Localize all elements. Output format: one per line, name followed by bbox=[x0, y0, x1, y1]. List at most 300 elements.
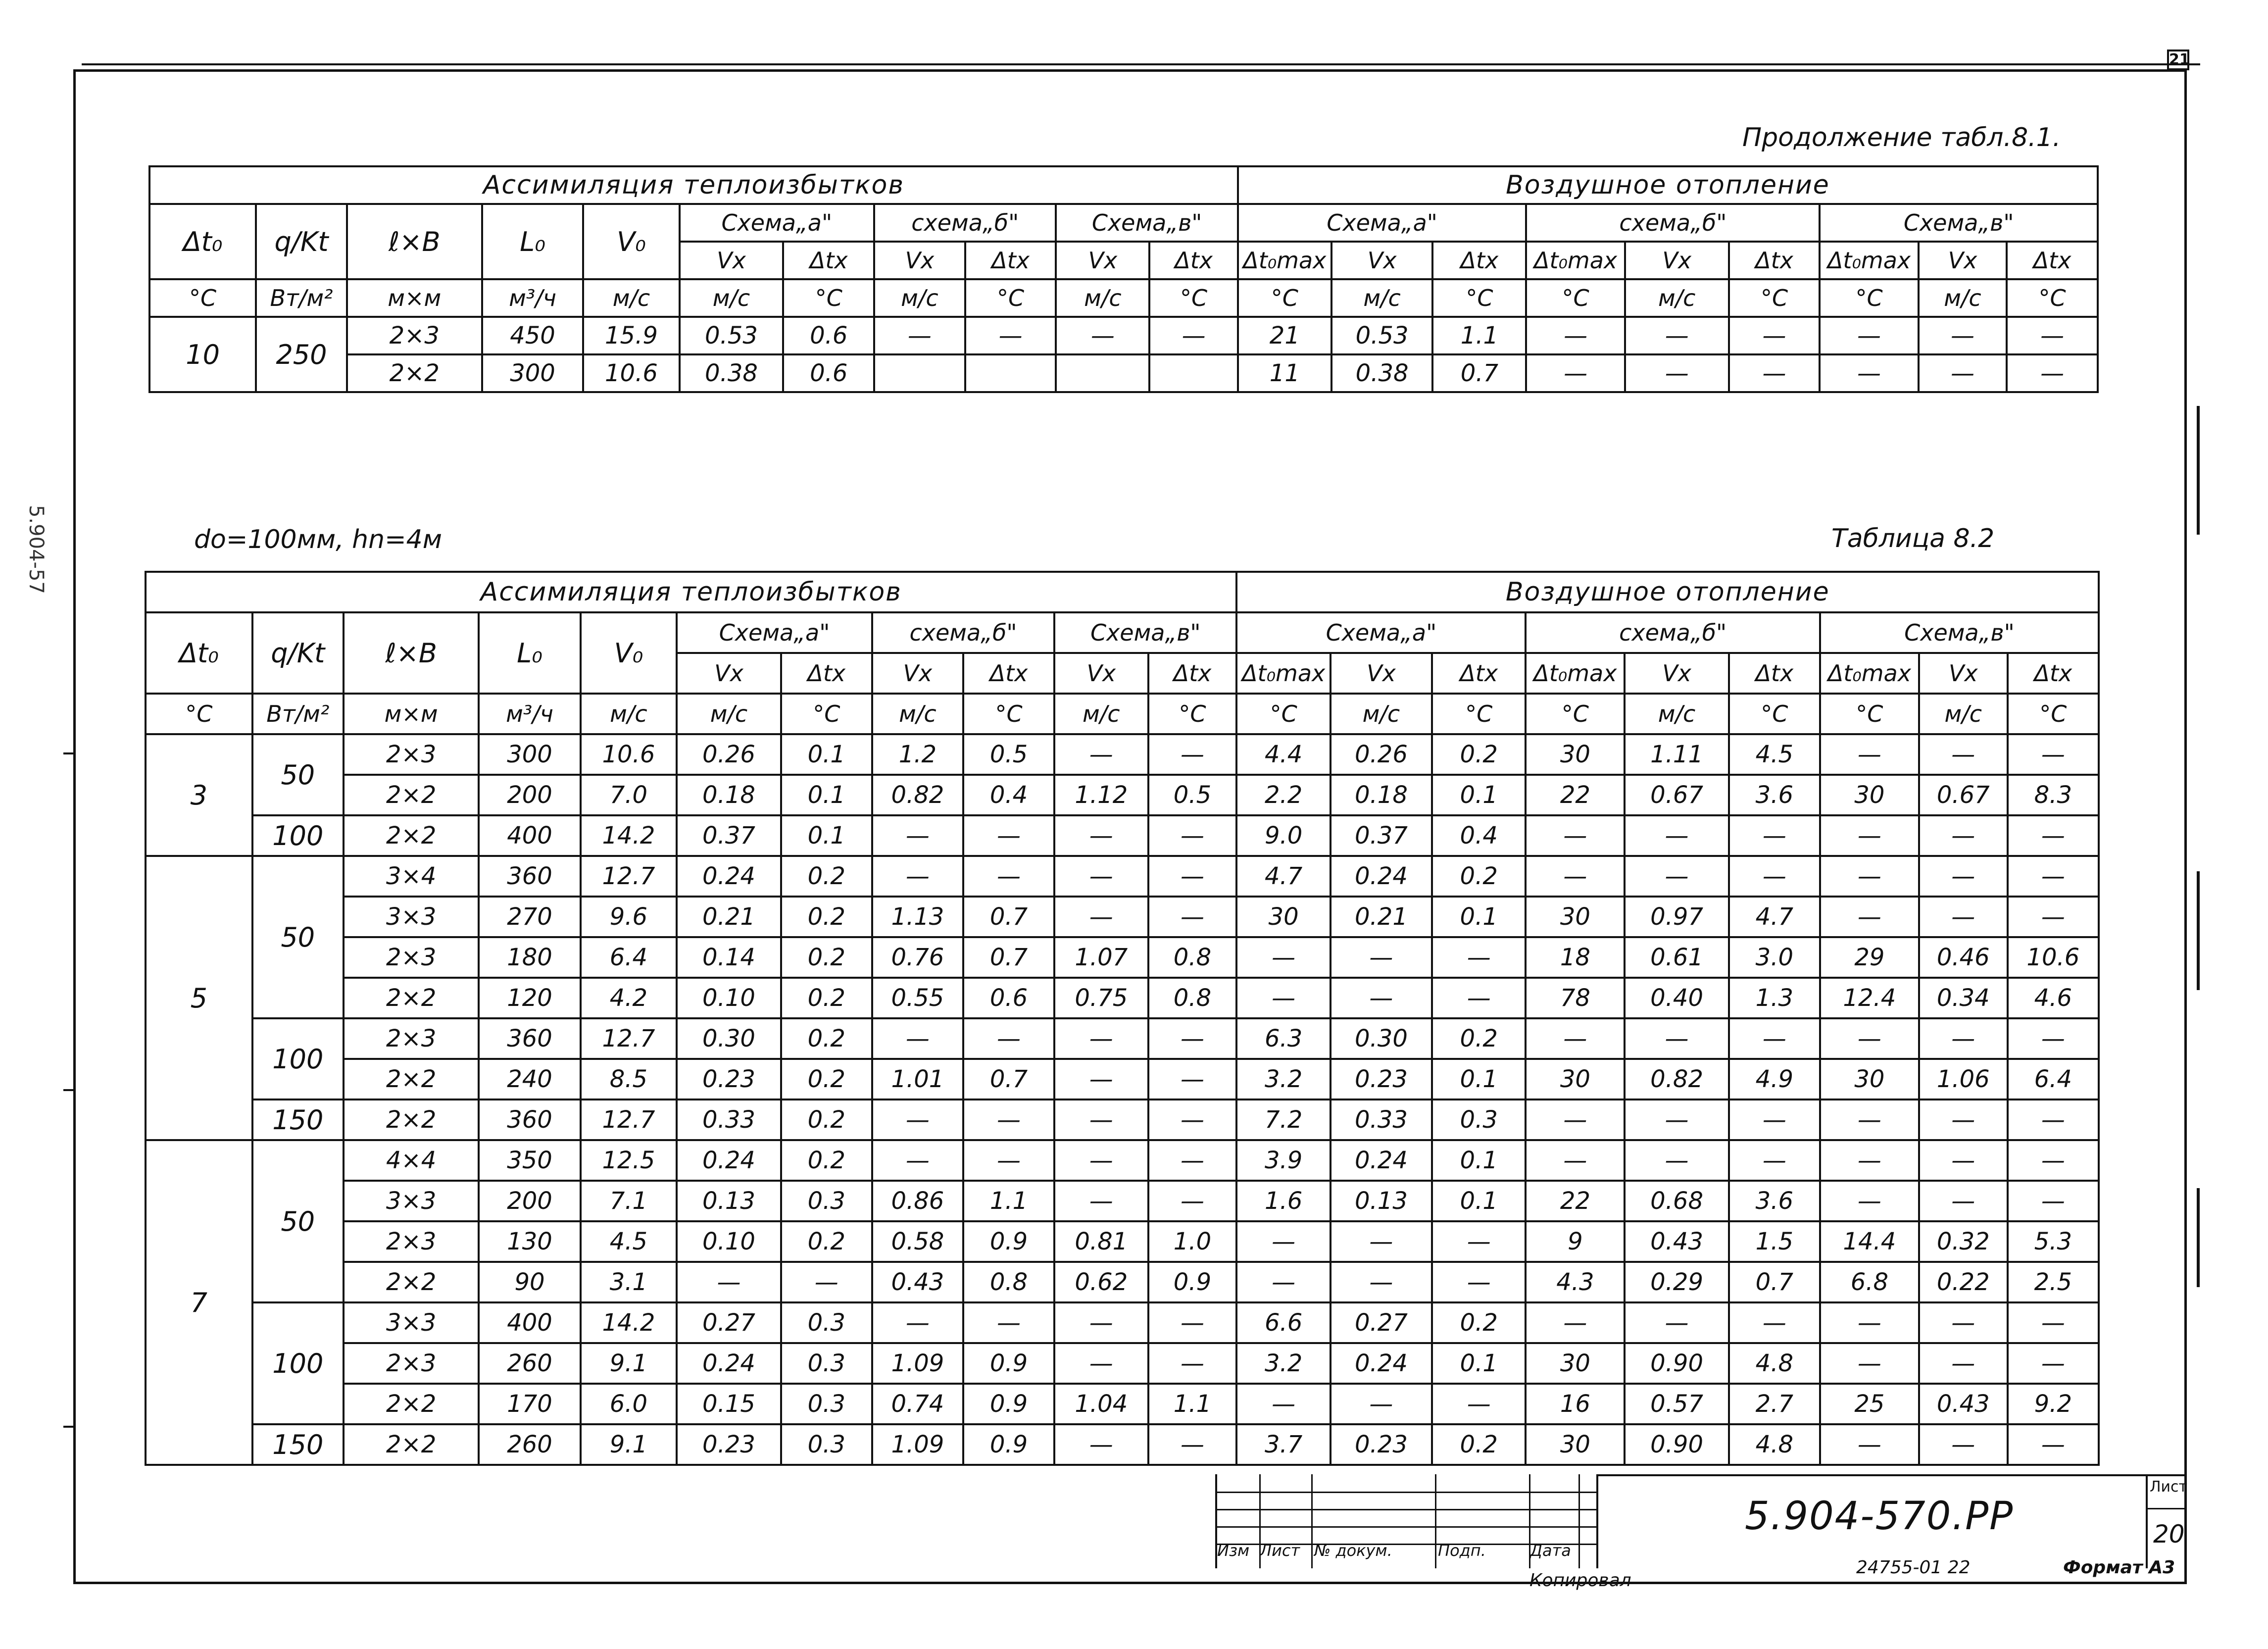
col-v0: V₀ bbox=[583, 204, 679, 279]
data-cell: — bbox=[1526, 815, 1625, 856]
data-cell: — bbox=[1331, 978, 1432, 1018]
data-cell: 0.33 bbox=[677, 1099, 781, 1140]
data-cell: 2×2 bbox=[344, 1262, 479, 1302]
data-cell: 1.13 bbox=[872, 897, 963, 937]
unit-cell: Вт/м² bbox=[252, 694, 344, 734]
data-cell: 2×2 bbox=[344, 815, 479, 856]
data-cell: 3.2 bbox=[1236, 1059, 1330, 1099]
col-dtx: Δtx bbox=[965, 242, 1056, 279]
data-cell: — bbox=[1148, 1181, 1237, 1221]
data-cell: — bbox=[1148, 1018, 1237, 1059]
data-cell: 1.1 bbox=[1148, 1384, 1237, 1424]
data-cell: 0.23 bbox=[677, 1059, 781, 1099]
heating-scheme-v: Схема„в" bbox=[1820, 204, 2098, 242]
unit-cell: м×м bbox=[344, 694, 479, 734]
data-cell: 0.1 bbox=[1432, 775, 1526, 815]
data-cell: 3×4 bbox=[344, 856, 479, 897]
unit-cell: °С bbox=[965, 279, 1056, 317]
data-cell: 2×3 bbox=[344, 1221, 479, 1262]
unit-cell: °С bbox=[783, 279, 874, 317]
data-cell: 0.55 bbox=[872, 978, 963, 1018]
data-cell: 0.82 bbox=[1625, 1059, 1728, 1099]
data-cell: 1.09 bbox=[872, 1343, 963, 1384]
unit-cell: °С bbox=[146, 694, 252, 734]
data-cell: — bbox=[1054, 1343, 1148, 1384]
unit-cell: м/с bbox=[874, 279, 965, 317]
data-cell: — bbox=[1820, 1140, 1919, 1181]
data-cell: 0.7 bbox=[1432, 354, 1526, 392]
data-cell: — bbox=[1148, 1302, 1237, 1343]
unit-cell: °С bbox=[1729, 694, 1820, 734]
data-cell: 90 bbox=[479, 1262, 580, 1302]
data-cell: 300 bbox=[482, 354, 584, 392]
data-cell: — bbox=[1331, 1384, 1432, 1424]
col-dtx: Δtx bbox=[2007, 242, 2098, 279]
sheet-number: 20 bbox=[2153, 1520, 2185, 1549]
data-cell: — bbox=[1148, 1140, 1237, 1181]
data-cell: 3×3 bbox=[344, 897, 479, 937]
document-code: 5.904-570.РР bbox=[1745, 1494, 2014, 1539]
data-cell: 0.8 bbox=[1148, 978, 1237, 1018]
data-cell: 2×2 bbox=[344, 1424, 479, 1465]
data-cell: — bbox=[1625, 1302, 1728, 1343]
data-cell: 0.8 bbox=[963, 1262, 1054, 1302]
unit-cell: м×м bbox=[347, 279, 482, 317]
q-kt-value: 50 bbox=[252, 734, 344, 815]
data-cell: 0.37 bbox=[677, 815, 781, 856]
data-cell: 0.2 bbox=[781, 1099, 872, 1140]
data-cell: — bbox=[1432, 978, 1526, 1018]
data-cell: — bbox=[1919, 815, 2008, 856]
unit-cell: м/с bbox=[583, 279, 679, 317]
data-cell: 0.6 bbox=[963, 978, 1054, 1018]
data-cell: 200 bbox=[479, 1181, 580, 1221]
data-cell: — bbox=[1919, 1424, 2008, 1465]
data-cell: — bbox=[1919, 1018, 2008, 1059]
dt0-value: 3 bbox=[146, 734, 252, 856]
data-cell: — bbox=[1432, 1221, 1526, 1262]
data-cell: 30 bbox=[1526, 734, 1625, 775]
data-cell: — bbox=[1526, 317, 1625, 354]
data-cell: 0.1 bbox=[781, 775, 872, 815]
table-row bbox=[146, 978, 2099, 1018]
data-cell: 9.0 bbox=[1236, 815, 1330, 856]
data-cell: 8.5 bbox=[581, 1059, 677, 1099]
data-cell: 2.2 bbox=[1236, 775, 1330, 815]
right-edge-mark bbox=[2197, 871, 2200, 990]
col-dtx: Δtx bbox=[1729, 242, 1820, 279]
data-cell: 0.24 bbox=[1331, 856, 1432, 897]
unit-cell: м/с bbox=[1625, 279, 1729, 317]
col-q-kt: q/Kt bbox=[252, 612, 344, 694]
data-cell: 30 bbox=[1526, 1059, 1625, 1099]
table2-caption: Таблица 8.2 bbox=[1831, 524, 1995, 553]
data-cell: 7.0 bbox=[581, 775, 677, 815]
data-cell: — bbox=[1432, 937, 1526, 978]
table-row bbox=[146, 775, 2099, 815]
data-cell: — bbox=[2008, 1099, 2099, 1140]
unit-cell: °С bbox=[1526, 279, 1625, 317]
table-8-1-continued bbox=[148, 165, 2099, 393]
data-cell: — bbox=[2008, 1181, 2099, 1221]
header-row-schemes bbox=[149, 204, 2098, 242]
q-kt-value: 100 bbox=[252, 1018, 344, 1099]
data-cell: 1.07 bbox=[1054, 937, 1148, 978]
data-cell: — bbox=[1054, 1181, 1148, 1221]
table-row bbox=[146, 1302, 2099, 1343]
data-cell: 0.1 bbox=[1432, 1181, 1526, 1221]
data-cell bbox=[965, 354, 1056, 392]
data-cell: — bbox=[963, 1140, 1054, 1181]
data-cell: — bbox=[963, 815, 1054, 856]
header-row-groups bbox=[146, 572, 2099, 612]
data-cell: 0.21 bbox=[1331, 897, 1432, 937]
margin-tick bbox=[63, 752, 75, 754]
data-cell: 30 bbox=[1820, 1059, 1919, 1099]
col-dt0max: Δt₀max bbox=[1236, 653, 1330, 694]
data-cell: 0.9 bbox=[963, 1343, 1054, 1384]
table-row bbox=[146, 1424, 2099, 1465]
data-cell: 2×2 bbox=[344, 1059, 479, 1099]
data-cell: — bbox=[1729, 1099, 1820, 1140]
data-cell: 5.3 bbox=[2008, 1221, 2099, 1262]
data-cell: — bbox=[1820, 1099, 1919, 1140]
data-cell: — bbox=[963, 1302, 1054, 1343]
unit-cell: °С bbox=[1148, 694, 1237, 734]
data-cell: 6.0 bbox=[581, 1384, 677, 1424]
data-cell: 300 bbox=[479, 734, 580, 775]
data-cell: — bbox=[1729, 815, 1820, 856]
col-dt0max: Δt₀max bbox=[1526, 242, 1625, 279]
data-cell: — bbox=[1054, 1424, 1148, 1465]
data-cell: 0.86 bbox=[872, 1181, 963, 1221]
data-cell: — bbox=[872, 1099, 963, 1140]
data-cell: 4.8 bbox=[1729, 1343, 1820, 1384]
data-cell: 0.2 bbox=[781, 1018, 872, 1059]
col-vx: Vx bbox=[872, 653, 963, 694]
data-cell: — bbox=[1919, 734, 2008, 775]
data-cell: 0.23 bbox=[677, 1424, 781, 1465]
data-cell: 1.12 bbox=[1054, 775, 1148, 815]
unit-cell: м/с bbox=[1919, 694, 2008, 734]
data-cell: — bbox=[872, 1302, 963, 1343]
data-cell: — bbox=[1526, 1099, 1625, 1140]
unit-cell: м/с bbox=[1919, 279, 2007, 317]
data-cell bbox=[1056, 354, 1149, 392]
data-cell: 400 bbox=[479, 1302, 580, 1343]
col-dtx: Δtx bbox=[1148, 653, 1237, 694]
data-cell: — bbox=[1148, 856, 1237, 897]
data-cell: 7.2 bbox=[1236, 1099, 1330, 1140]
data-cell: 4.8 bbox=[1729, 1424, 1820, 1465]
col-l-b: ℓ×B bbox=[344, 612, 479, 694]
table-row bbox=[146, 1018, 2099, 1059]
scheme-b: схема„б" bbox=[874, 204, 1056, 242]
data-cell: 0.2 bbox=[1432, 1018, 1526, 1059]
data-cell: — bbox=[2008, 1424, 2099, 1465]
data-cell: 0.18 bbox=[1331, 775, 1432, 815]
data-cell: — bbox=[1331, 937, 1432, 978]
data-cell: 2×2 bbox=[344, 978, 479, 1018]
data-cell: 0.21 bbox=[677, 897, 781, 937]
col-l0: L₀ bbox=[482, 204, 584, 279]
margin-annotation: 5.904-57 bbox=[25, 505, 48, 594]
col-dt0max: Δt₀max bbox=[1820, 242, 1918, 279]
q-kt-value: 150 bbox=[252, 1099, 344, 1140]
data-cell: 0.67 bbox=[1625, 775, 1728, 815]
data-cell: 0.38 bbox=[680, 354, 784, 392]
data-cell: 4.5 bbox=[1729, 734, 1820, 775]
data-cell: — bbox=[1054, 1099, 1148, 1140]
data-cell: 4.5 bbox=[581, 1221, 677, 1262]
data-cell: 14.2 bbox=[581, 1302, 677, 1343]
data-cell: 0.7 bbox=[1729, 1262, 1820, 1302]
table-row bbox=[146, 1343, 2099, 1384]
unit-cell: °С bbox=[1432, 694, 1526, 734]
unit-cell: м/с bbox=[1331, 694, 1432, 734]
data-cell: 6.8 bbox=[1820, 1262, 1919, 1302]
col-vx: Vx bbox=[1919, 242, 2007, 279]
data-cell: 0.68 bbox=[1625, 1181, 1728, 1221]
data-cell: — bbox=[1729, 1140, 1820, 1181]
data-cell: — bbox=[1729, 354, 1820, 392]
group-title-assimilation: Ассимиляция теплоизбытков bbox=[146, 572, 1236, 612]
data-cell: — bbox=[1625, 1140, 1728, 1181]
heating-scheme-b: схема„б" bbox=[1526, 612, 1820, 653]
data-cell: — bbox=[1148, 1343, 1237, 1384]
data-cell: 21 bbox=[1238, 317, 1331, 354]
data-cell: 12.7 bbox=[581, 1099, 677, 1140]
col-v0: V₀ bbox=[581, 612, 677, 694]
data-cell: 0.10 bbox=[677, 1221, 781, 1262]
col-dtx: Δtx bbox=[963, 653, 1054, 694]
table-row bbox=[149, 317, 2098, 354]
data-cell: 0.23 bbox=[1331, 1059, 1432, 1099]
heating-scheme-v: Схема„в" bbox=[1820, 612, 2099, 653]
data-cell: — bbox=[1526, 1018, 1625, 1059]
data-cell: — bbox=[1148, 1099, 1237, 1140]
data-cell: 12.7 bbox=[581, 856, 677, 897]
data-cell: 2×2 bbox=[344, 775, 479, 815]
data-cell: 0.30 bbox=[1331, 1018, 1432, 1059]
data-cell: 0.2 bbox=[1432, 734, 1526, 775]
data-cell: — bbox=[1056, 317, 1149, 354]
stamp-label-sheet: Лист bbox=[1260, 1541, 1300, 1560]
table-row bbox=[146, 856, 2099, 897]
unit-cell: °С bbox=[1432, 279, 1526, 317]
data-cell: 0.26 bbox=[1331, 734, 1432, 775]
title-block bbox=[1215, 1474, 2187, 1584]
data-cell: 0.82 bbox=[872, 775, 963, 815]
data-cell: — bbox=[1331, 1262, 1432, 1302]
data-cell: — bbox=[1148, 1424, 1237, 1465]
units-row bbox=[146, 694, 2099, 734]
data-cell: 3.6 bbox=[1729, 775, 1820, 815]
col-l0: L₀ bbox=[479, 612, 580, 694]
data-cell: 0.2 bbox=[781, 937, 872, 978]
data-cell: 0.26 bbox=[677, 734, 781, 775]
data-cell: 1.6 bbox=[1236, 1181, 1330, 1221]
data-cell: — bbox=[1526, 1302, 1625, 1343]
data-cell: 78 bbox=[1526, 978, 1625, 1018]
data-cell: — bbox=[2008, 856, 2099, 897]
right-edge-mark bbox=[2197, 1188, 2200, 1287]
data-cell: — bbox=[1919, 1302, 2008, 1343]
data-cell: 2.5 bbox=[2008, 1262, 2099, 1302]
data-cell: — bbox=[1820, 1343, 1919, 1384]
data-cell: 0.76 bbox=[872, 937, 963, 978]
table-row bbox=[146, 937, 2099, 978]
data-cell: — bbox=[1919, 1099, 2008, 1140]
table-row bbox=[146, 1384, 2099, 1424]
data-cell: — bbox=[1919, 856, 2008, 897]
sheet-box-divider bbox=[2146, 1508, 2187, 1509]
data-cell: 0.3 bbox=[781, 1424, 872, 1465]
data-cell: — bbox=[1054, 1018, 1148, 1059]
data-cell: 11 bbox=[1238, 354, 1331, 392]
data-cell: 1.2 bbox=[872, 734, 963, 775]
table-row bbox=[146, 1221, 2099, 1262]
data-cell: 0.10 bbox=[677, 978, 781, 1018]
data-cell: 0.9 bbox=[1148, 1262, 1237, 1302]
data-cell: — bbox=[1236, 978, 1330, 1018]
data-cell: 0.8 bbox=[1148, 937, 1237, 978]
q-kt-value: 100 bbox=[252, 1302, 344, 1424]
col-dtx: Δtx bbox=[1149, 242, 1238, 279]
data-cell: — bbox=[2008, 734, 2099, 775]
col-dt0: Δt₀ bbox=[149, 204, 256, 279]
data-cell: — bbox=[1149, 317, 1238, 354]
header-row-schemes bbox=[146, 612, 2099, 653]
data-cell: — bbox=[1625, 1018, 1728, 1059]
unit-cell: °С bbox=[1820, 694, 1919, 734]
data-cell: 4.6 bbox=[2008, 978, 2099, 1018]
unit-cell: °С bbox=[781, 694, 872, 734]
data-cell: 0.6 bbox=[783, 317, 874, 354]
data-cell: 3.7 bbox=[1236, 1424, 1330, 1465]
sheet-format: Формат А3 bbox=[2063, 1557, 2175, 1578]
col-vx: Vx bbox=[677, 653, 781, 694]
unit-cell: °С bbox=[1820, 279, 1918, 317]
data-cell: 0.23 bbox=[1331, 1424, 1432, 1465]
data-cell: 9.1 bbox=[581, 1343, 677, 1384]
col-vx: Vx bbox=[1331, 242, 1433, 279]
data-cell: 10.6 bbox=[581, 734, 677, 775]
data-cell: 0.43 bbox=[872, 1262, 963, 1302]
unit-cell: °С bbox=[963, 694, 1054, 734]
data-cell: 360 bbox=[479, 856, 580, 897]
data-cell: 0.1 bbox=[781, 815, 872, 856]
data-cell: — bbox=[1919, 1343, 2008, 1384]
data-cell: — bbox=[1054, 1059, 1148, 1099]
data-cell: 0.2 bbox=[1432, 856, 1526, 897]
data-cell: — bbox=[1820, 734, 1919, 775]
stamp-label-sign: Подп. bbox=[1438, 1541, 1486, 1560]
data-cell: 0.24 bbox=[677, 1140, 781, 1181]
data-cell: — bbox=[1148, 1059, 1237, 1099]
data-cell: 0.33 bbox=[1331, 1099, 1432, 1140]
data-cell: 0.75 bbox=[1054, 978, 1148, 1018]
data-cell: 0.4 bbox=[1432, 815, 1526, 856]
data-cell: 3×3 bbox=[344, 1181, 479, 1221]
data-cell: 29 bbox=[1820, 937, 1919, 978]
data-cell: 0.9 bbox=[963, 1384, 1054, 1424]
data-cell: — bbox=[872, 1018, 963, 1059]
data-cell: 1.09 bbox=[872, 1424, 963, 1465]
data-cell: — bbox=[2008, 1018, 2099, 1059]
scheme-b: схема„б" bbox=[872, 612, 1054, 653]
data-cell: 12.5 bbox=[581, 1140, 677, 1181]
data-cell: 10.6 bbox=[2008, 937, 2099, 978]
data-cell: 130 bbox=[479, 1221, 580, 1262]
data-cell: 2×3 bbox=[344, 1343, 479, 1384]
data-cell: 8.3 bbox=[2008, 775, 2099, 815]
data-cell: — bbox=[2007, 317, 2098, 354]
data-cell: 0.5 bbox=[963, 734, 1054, 775]
data-cell: — bbox=[2008, 1343, 2099, 1384]
data-cell: 0.2 bbox=[781, 856, 872, 897]
data-cell: 4.3 bbox=[1526, 1262, 1625, 1302]
data-cell: 4.7 bbox=[1236, 856, 1330, 897]
data-cell: 1.5 bbox=[1729, 1221, 1820, 1262]
data-cell: 0.37 bbox=[1331, 815, 1432, 856]
data-cell: 3×3 bbox=[344, 1302, 479, 1343]
data-cell bbox=[874, 354, 965, 392]
col-vx: Vx bbox=[874, 242, 965, 279]
data-cell: 200 bbox=[479, 775, 580, 815]
right-edge-mark bbox=[2197, 406, 2200, 535]
data-cell: 0.40 bbox=[1625, 978, 1728, 1018]
data-cell: — bbox=[2008, 897, 2099, 937]
data-cell: 350 bbox=[479, 1140, 580, 1181]
data-cell: — bbox=[677, 1262, 781, 1302]
data-cell: — bbox=[2008, 815, 2099, 856]
data-cell: 0.2 bbox=[1432, 1424, 1526, 1465]
q-kt-value: 150 bbox=[252, 1424, 344, 1465]
data-cell: — bbox=[1625, 856, 1728, 897]
data-cell: 0.43 bbox=[1919, 1384, 2008, 1424]
data-cell: 400 bbox=[479, 815, 580, 856]
group-title-assimilation: Ассимиляция теплоизбытков bbox=[149, 166, 1238, 204]
data-cell: — bbox=[1148, 897, 1237, 937]
data-cell: — bbox=[1919, 897, 2008, 937]
data-cell: — bbox=[1236, 937, 1330, 978]
data-cell: 3.0 bbox=[1729, 937, 1820, 978]
data-cell: — bbox=[1625, 815, 1728, 856]
data-cell: 4.9 bbox=[1729, 1059, 1820, 1099]
data-cell: 0.9 bbox=[963, 1221, 1054, 1262]
scheme-a: Схема„а" bbox=[677, 612, 872, 653]
data-cell: 1.1 bbox=[1432, 317, 1526, 354]
unit-cell: м/с bbox=[1331, 279, 1433, 317]
data-cell: 0.58 bbox=[872, 1221, 963, 1262]
data-cell: — bbox=[1919, 354, 2007, 392]
data-cell: 1.0 bbox=[1148, 1221, 1237, 1262]
table2-parameters: do=100мм, hn=4м bbox=[194, 525, 442, 554]
unit-cell: °С bbox=[2007, 279, 2098, 317]
data-cell: — bbox=[1820, 354, 1918, 392]
data-cell: 170 bbox=[479, 1384, 580, 1424]
data-cell: 270 bbox=[479, 897, 580, 937]
data-cell: 2×3 bbox=[344, 1018, 479, 1059]
data-cell: 0.30 bbox=[677, 1018, 781, 1059]
data-cell: — bbox=[1331, 1221, 1432, 1262]
stamp-label-change: Изм bbox=[1217, 1541, 1250, 1560]
dt0-value: 5 bbox=[146, 856, 252, 1140]
data-cell: 0.1 bbox=[1432, 1140, 1526, 1181]
col-dtx: Δtx bbox=[781, 653, 872, 694]
data-cell: 12.7 bbox=[581, 1018, 677, 1059]
